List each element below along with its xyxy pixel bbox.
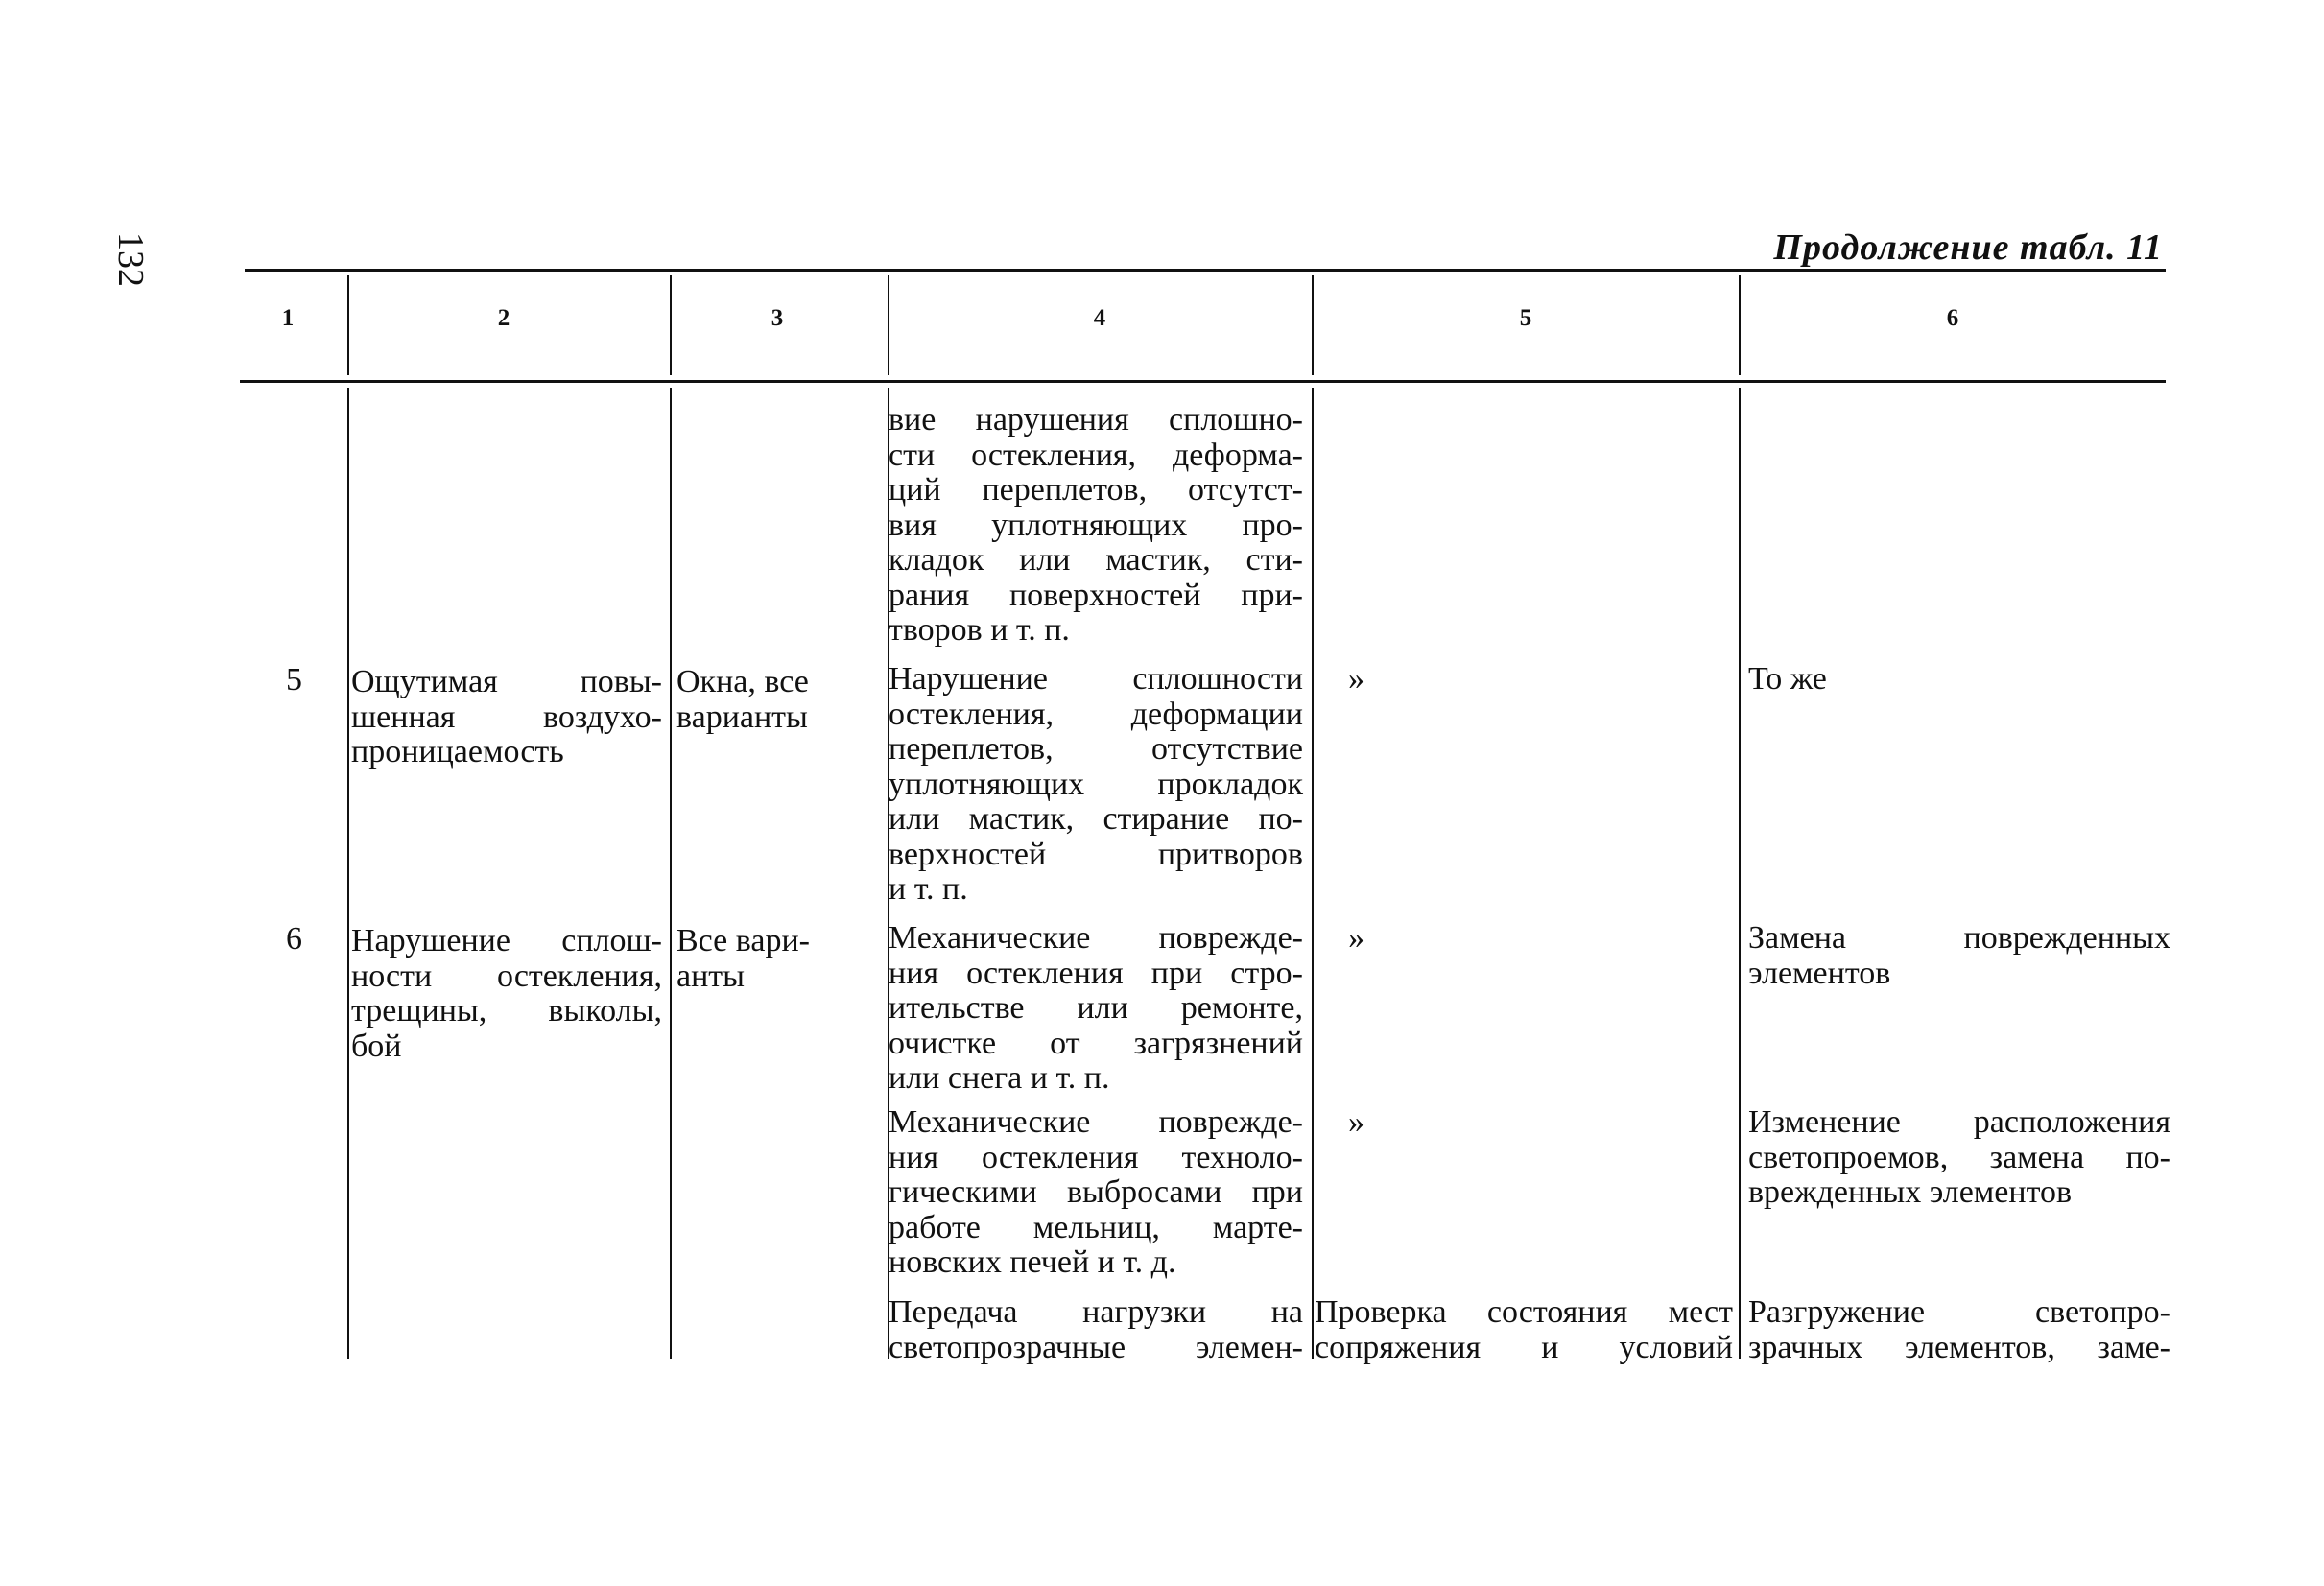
cell-line: светопрозрачные элемен- (889, 1329, 1303, 1365)
table-row-continuation-description (889, 403, 1303, 649)
column-divider (1739, 388, 1741, 1359)
header-divider (670, 275, 672, 375)
column-number: 3 (771, 305, 784, 331)
column-number: 2 (497, 305, 510, 331)
row-5-check (1348, 662, 1444, 698)
cell-line: ния остекления при стро- (889, 955, 1303, 991)
cell-line: творов и т. п. (889, 612, 1070, 648)
table-top-rule (245, 269, 2166, 272)
cell-line: сопряжения и условий (1315, 1329, 1733, 1365)
cell-line: Ощутимая повы- (351, 664, 662, 699)
cell-line: трещины, выколы, (351, 993, 662, 1029)
row-6-check-c (1315, 1295, 1733, 1365)
cell-line: ций переплетов, отсутст- (889, 472, 1303, 508)
cell-line: очистке от загрязнений (889, 1025, 1303, 1061)
column-number: 1 (281, 305, 295, 331)
cell-line: Окна, все (676, 664, 809, 699)
header-divider (1312, 275, 1314, 375)
cell-line: вие нарушения сплошно- (889, 402, 1303, 438)
cell-line: » (1348, 920, 1364, 956)
cell-line: и т. п. (889, 871, 968, 907)
cell-line: переплетов, отсутствие (889, 731, 1303, 767)
cell-line: ности остекления, (351, 958, 662, 994)
cell-line: рания поверхностей при- (889, 577, 1303, 613)
cell-line: врежденных элементов (1748, 1174, 2073, 1210)
column-divider (347, 388, 349, 1359)
row-6-check-b (1348, 1105, 1444, 1141)
column-number: 4 (1093, 305, 1106, 331)
page-number: 132 (110, 232, 151, 287)
cell-line: Механические поврежде- (889, 1104, 1303, 1140)
cell-line: Разгружение светопро- (1748, 1294, 2170, 1330)
row-6-remedy-a (1748, 921, 2170, 991)
cell-line: элементов (1748, 955, 1891, 991)
cell-line: кладок или мастик, сти- (889, 542, 1303, 578)
header-divider (347, 275, 349, 375)
column-divider (670, 388, 672, 1359)
row-number: 5 (286, 662, 302, 698)
row-5-remedy (1748, 662, 2170, 698)
cell-line: » (1348, 1104, 1364, 1140)
row-6-defect (351, 924, 662, 1064)
cell-line: » (1348, 661, 1364, 697)
cell-line: сти остекления, деформа- (889, 437, 1303, 473)
cell-line: варианты (676, 698, 808, 735)
cell-line: То же (1748, 661, 1827, 697)
cell-line: Передача нагрузки на (889, 1294, 1303, 1330)
row-6-cause-a (889, 921, 1303, 1097)
cell-line: Механические поврежде- (889, 920, 1303, 956)
cell-line: работе мельниц, марте- (889, 1209, 1303, 1245)
cell-line: вия уплотняющих про- (889, 507, 1303, 543)
row-6-cause-b (889, 1105, 1303, 1281)
row-5-element (676, 665, 878, 735)
cell-line: зрачных элементов, заме- (1748, 1329, 2170, 1365)
cell-line: Нарушение сплошности (889, 661, 1303, 697)
table-caption: Продолжение табл. 11 (1773, 227, 2163, 268)
cell-line: проницаемость (351, 734, 564, 769)
row-6-remedy-c (1748, 1295, 2170, 1365)
cell-line: гическими выбросами при (889, 1174, 1303, 1210)
cell-line: анты (676, 958, 745, 994)
header-bottom-rule (240, 380, 2166, 383)
column-number: 6 (1946, 305, 1959, 331)
row-6-element (676, 924, 878, 994)
cell-line: или снега и т. п. (889, 1060, 1110, 1096)
header-divider (1739, 275, 1741, 375)
cell-line: остекления, деформации (889, 696, 1303, 732)
cell-line: ительстве или ремонте, (889, 990, 1303, 1026)
cell-line: верхностей притворов (889, 836, 1303, 872)
cell-line: светопроемов, замена по- (1748, 1139, 2170, 1175)
header-divider (888, 275, 889, 375)
row-5-defect (351, 665, 662, 770)
cell-line: Проверка состояния мест (1315, 1294, 1733, 1330)
cell-line: Замена поврежденных (1748, 920, 2170, 956)
column-number: 5 (1519, 305, 1532, 331)
row-6-check-a (1348, 921, 1444, 957)
row-number: 6 (286, 921, 302, 957)
cell-line: Изменение расположения (1748, 1104, 2170, 1140)
cell-line: бой (351, 1028, 402, 1064)
cell-line: уплотняющих прокладок (889, 766, 1303, 802)
row-5-cause (889, 662, 1303, 908)
row-6-remedy-b (1748, 1105, 2170, 1211)
cell-line: Все вари- (676, 923, 810, 959)
cell-line: новских печей и т. д. (889, 1244, 1176, 1280)
row-6-cause-c (889, 1295, 1303, 1365)
cell-line: или мастик, стирание по- (889, 801, 1303, 837)
cell-line: Нарушение сплош- (351, 923, 662, 959)
column-divider (1312, 388, 1314, 1359)
cell-line: ния остекления техноло- (889, 1139, 1303, 1175)
cell-line: шенная воздухо- (351, 698, 662, 735)
